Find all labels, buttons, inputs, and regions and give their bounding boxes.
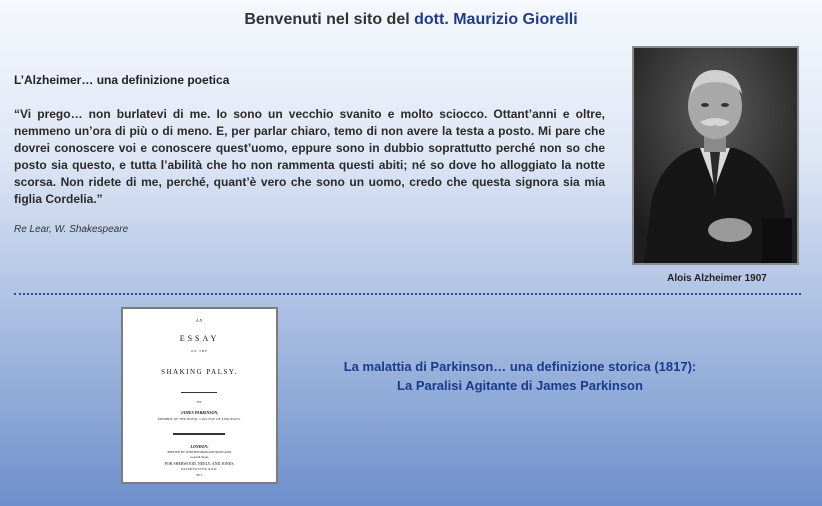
- quote-source: Re Lear, W. Shakespeare: [14, 224, 129, 235]
- doctor-name: dott. Maurizio Giorelli: [414, 11, 578, 28]
- essay-author: JAMES PARKINSON,: [180, 410, 219, 415]
- essay-year: 1817.: [196, 473, 203, 477]
- essay-address: PATERNOSTER ROW.: [181, 467, 218, 471]
- alzheimer-portrait: [632, 46, 799, 265]
- section-divider: [14, 293, 801, 295]
- portrait-caption: Alois Alzheimer 1907: [667, 273, 767, 284]
- alzheimer-title: L’Alzheimer… una definizione poetica: [14, 73, 230, 87]
- parkinson-line-2: La Paralisi Agitante di James Parkinson: [397, 378, 643, 393]
- essay-by: BY: [197, 400, 202, 404]
- essay-printed: PRINTED BY WHITTINGHAM AND ROWLAND,: [167, 450, 232, 454]
- essay-title-page: [121, 307, 278, 484]
- essay-printed-street: Goswell Street,: [190, 455, 209, 459]
- essay-on-the: ON THE: [191, 349, 208, 353]
- parkinson-caption: [270, 357, 770, 395]
- essay-london: LONDON:: [190, 444, 209, 449]
- portrait-image: [634, 48, 797, 263]
- essay-member: MEMBER OF THE ROYAL COLLEGE OF SURGEONS.: [157, 417, 242, 421]
- parkinson-line-1: La malattia di Parkinson… una definizione storica (1817):: [343, 359, 697, 374]
- alzheimer-quote: “Vi prego… non burlatevi di me. Io sono un vecchio svanito e molto sciocco. Ottant’anni e oltre, nemmeno un’ora di più o di meno. E, per parlar chiaro, temo di non avere la testa a posto. Mi pare che dovrei conoscere voi e conoscere quest’uomo, eppure sono in dubbio soprattutto perché non so che posto sia questo, e tutta l’abilità che ho non rammenta questi abiti; né so dove ho alloggiato la notte scorsa. Non ridete di me, perché, quant’è vero che sono un uomo, credo che questa signora sia mia figlia Cordelia.”: [14, 107, 605, 206]
- essay-an: AN: [195, 318, 204, 323]
- essay-title: SHAKING PALSY.: [161, 368, 238, 376]
- essay-publisher: FOR SHERWOOD, NEELY, AND JONES,: [164, 461, 235, 466]
- page-header: [0, 11, 822, 29]
- header-prefix: Benvenuti nel sito del: [244, 11, 410, 28]
- essay-rule-thick: [173, 433, 225, 435]
- essay-rule: [181, 392, 217, 393]
- essay-word: ESSAY: [179, 334, 220, 343]
